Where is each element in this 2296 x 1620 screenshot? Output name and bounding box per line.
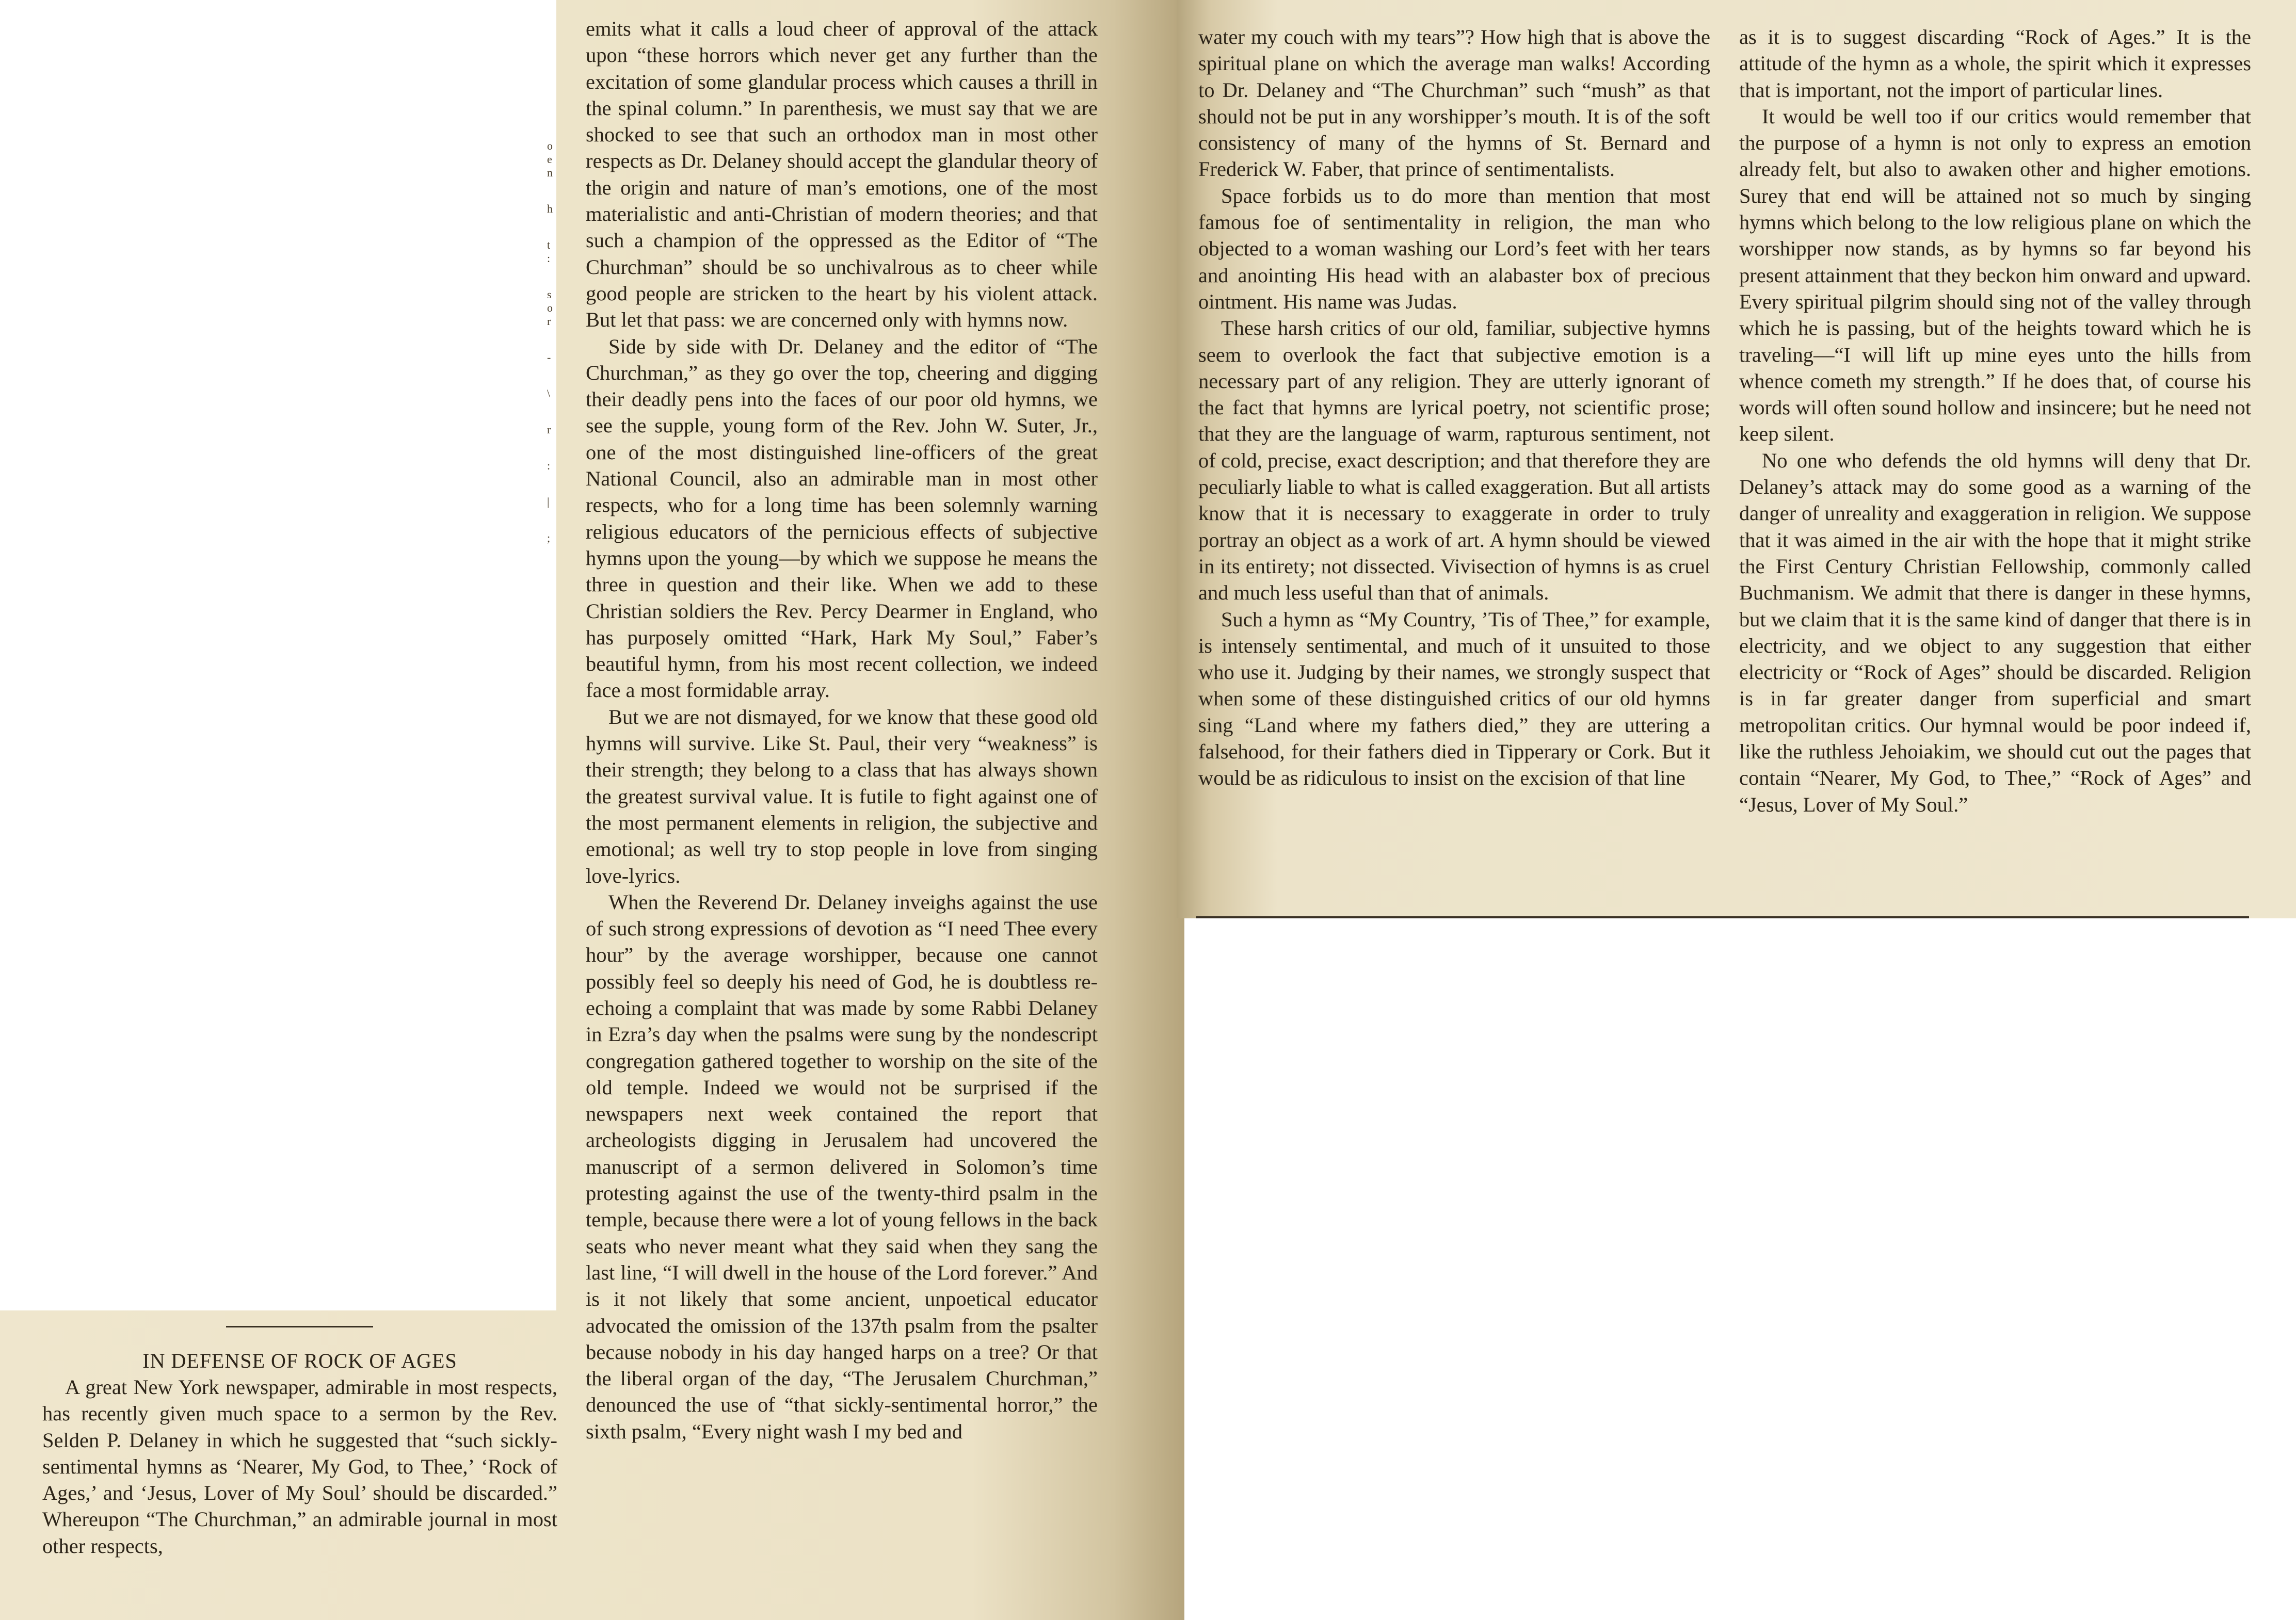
paragraph: water my couch with my tears”? How high that is above the spiritual plane on which the average man walks! According to Dr. Delaney and “The Churchman” such “mush” as that should not be put in any worshipper’s mouth. It is of the soft consistency of many of the hymns of St. Bernard and Frederick W. Faber, that prince of sentimentalists. bbox=[1198, 25, 1710, 181]
margin-marks bbox=[547, 139, 563, 862]
margin-mark: - bbox=[547, 351, 551, 364]
right-page bbox=[1177, 0, 2296, 918]
margin-mark: : bbox=[547, 459, 551, 472]
left-page-blank-area bbox=[0, 0, 556, 1310]
margin-mark: h bbox=[547, 202, 553, 215]
margin-mark: r bbox=[547, 423, 551, 436]
paragraph: When the Reverend Dr. Delaney inveighs against the use of such strong expressions of devotion as “I need Thee every hour” by the average worshipper, because one cannot possibly feel so deeply his need of God, he is doubtless re-echoing a complaint that was made by some Rabbi Delaney in Ezra’s day when the psalms were sung by the nondescript congregation gathered together to worship on the site of the old temple. Indeed we would not be surprised if the newspapers next week contained the report that archeologists digging in Jerusalem had uncovered the manuscript of a sermon delivered in Solomon’s time protesting against the use of the twenty-third psalm in the temple, because there were a lot of young fellows in the back seats who never meant what they said when they sang the last line, “I will dwell in the house of the Lord forever.” And is it not likely that some ancient, unpoetical educator advocated the omission of the 137th psalm from the psalter because nobody in his day hanged harps on a tree? Or that the liberal organ of the day, “The Jerusalem Churchman,” denounced the use of “that sickly-sentimental horror,” the sixth psalm, “Every night wash I my bed and bbox=[586, 890, 1098, 1443]
left-page-column bbox=[586, 15, 1098, 1445]
paragraph: It would be well too if our critics would remember that the purpose of a hymn is not only to express an emotion already felt, but also to awaken other and higher emotions. Surey that end will be attained not so much by singing hymns which belong to the low religious plane on which the worshipper now stands, as by hymns so far beyond his present attainment that they beckon him onward and upward. Every spiritual pilgrim should sing not of the valley through which he is passing, but of the heights toward which he is traveling—“I will lift up mine eyes unto the hills from whence cometh my strength.” If he does that, of course his words will often sound hollow and insincere; but he need not keep silent. bbox=[1739, 104, 2251, 446]
paragraph: No one who defends the old hymns will deny that Dr. Delaney’s attack may do some good as a warning of the danger of unreality and exaggeration in religion. We suppose that it was aimed in the air with the hope that it might strike the First Century Christian Fellowship, commonly called Buchmanism. We admit that there is danger in these hymns, but we claim that it is the same kind of danger that there is in electricity, and we object to any suggestion that either electricity or “Rock of Ages” should be discarded. Religion is in far greater danger from superficial and smart metropolitan critics. Our hymnal would be poor indeed if, like the ruthless Jehoiakim, we should cut out the pages that contain “Nearer, My God, to Thee,” “Rock of Ages” and “Jesus, Lover of My Soul.” bbox=[1739, 448, 2251, 816]
paragraph: These harsh critics of our old, familiar, subjective hymns seem to overlook the fact that subjective emotion is a necessary part of any religion. They are utterly ignorant of the fact that hymns are lyrical poetry, not scientific prose; that they are the language of warm, rapturous sentiment, not of cold, precise, exact description; and that therefore they are peculiarly liable to what is called exaggeration. But all artists know that it is necessary to exaggerate in order to truly portray an object as a work of art. A hymn should be viewed in its entirety; not dissected. Vivisection of hymns is as cruel and much less useful than that of animals. bbox=[1198, 316, 1710, 605]
blank-area bbox=[1184, 918, 2296, 1620]
right-page-column-b bbox=[1739, 24, 2251, 818]
paragraph: emits what it calls a loud cheer of approval of the attack upon “these horrors which never get any further than the excitation of some glandular process which causes a thrill in the spinal column.” In parenthesis, we must say that we are shocked to see that such an orthodox man in most other respects as Dr. Delaney should accept the glandular theory of the origin and nature of man’s emotions, one of the most materialistic and anti-Christian of modern theories; and that such a champion of the oppressed as the Editor of “The Churchman” should be so unchivalrous as to cheer while good people are stricken to the heart by his violent attack. But let that pass: we are concerned only with hymns now. bbox=[586, 17, 1098, 332]
margin-mark: t : bbox=[547, 238, 551, 265]
paragraph: A great New York newspaper, admirable in most respects, has recently given much space to a sermon by the Rev. Selden P. Delaney in which he suggested that “such sickly-sentimental hymns as ‘Nearer, My God, to Thee,’ ‘Rock of Ages,’ and ‘Jesus, Lover of My Soul’ should be discarded.” Whereupon “The Churchman,” an admirable journal in most other respects, bbox=[42, 1375, 557, 1558]
article-title: IN DEFENSE OF ROCK OF AGES bbox=[142, 1349, 457, 1372]
paragraph: as it is to suggest discarding “Rock of Ages.” It is the attitude of the hymn as a whole, the spirit which it expresses that is important, not the import of particular lines. bbox=[1739, 25, 2251, 102]
margin-mark: | bbox=[547, 495, 550, 508]
margin-mark: \ bbox=[547, 387, 551, 400]
margin-mark: ; bbox=[547, 531, 551, 544]
title-divider bbox=[226, 1326, 373, 1327]
paragraph: Space forbids us to do more than mention that most famous foe of sentimentality in religion, the man who objected to a woman washing our Lord’s feet with her tears and anointing His head with an alabaster box of precious ointment. His name was Judas. bbox=[1198, 184, 1710, 313]
right-page-column-a bbox=[1198, 24, 1710, 791]
margin-mark: s o r bbox=[547, 288, 553, 328]
paragraph: Side by side with Dr. Delaney and the editor of “The Churchman,” as they go over the top, cheering and digging their deadly pens into the faces of our poor old hymns, we see the supple, young form of the Rev. John W. Suter, Jr., one of the most distinguished line-officers of the great National Council, also an admirable man in most other respects, who for a long time has been solemnly warning religious educators of the pernicious effects of subjective hymns upon the young—by which we suppose he means the three in question and their like. When we add to these Christian soldiers the Rev. Percy Dearmer in England, who has purposely omitted “Hark, Hark My Soul,” Faber’s beautiful hymn, from his most recent collection, we indeed face a most formidable array. bbox=[586, 334, 1098, 702]
paragraph: But we are not dismayed, for we know that these good old hymns will survive. Like St. Paul, their very “weakness” is their strength; they belong to a class that has always shown the greatest survival value. It is futile to fight against one of the most permanent elements in religion, the subjective and emotional; as well try to stop people in love from singing love-lyrics. bbox=[586, 705, 1098, 887]
margin-mark: o e n bbox=[547, 139, 553, 179]
paragraph: Such a hymn as “My Country, ’Tis of Thee,” for example, is intensely sentimental, and much of it unsuited to those who use it. Judging by their names, we strongly suspect that when some of these distinguished critics of our old hymns sing “Land where my fathers died,” they are uttering a falsehood, for their fathers died in Tipperary or Cork. But it would be as ridiculous to insist on the excision of that line bbox=[1198, 607, 1710, 790]
article-opening-column bbox=[42, 1374, 557, 1559]
